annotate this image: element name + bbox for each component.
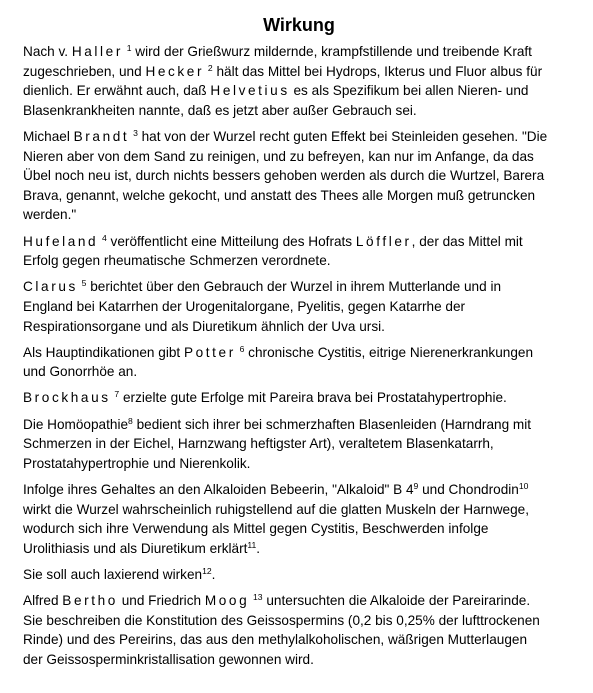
text: chronische Cystitis, eitrige Nierenerkrankungen <box>244 344 534 360</box>
paragraph-haller <box>23 42 575 120</box>
text: werden." <box>23 207 77 223</box>
text: wirkt die Wurzel wahrscheinlich ruhigstellend auf die glatten Muskeln der Harnwege, <box>23 501 529 517</box>
text: . <box>256 540 261 556</box>
footnote-ref: 3 <box>133 127 138 138</box>
text: hält das Mittel bei Hydrops, Ikterus und Fluor albus für <box>212 63 543 79</box>
footnote-ref: 8 <box>128 415 133 426</box>
text: wird der Grießwurz mildernde, krampfstillende und treibende Kraft <box>131 44 532 59</box>
paragraph-hufeland <box>23 232 575 271</box>
text: und Friedrich <box>117 593 205 609</box>
author-name: Clarus <box>23 279 78 295</box>
text: Brava, genannt, welche gekocht, und anstatt des Thees alle Morgen muß getruncken <box>23 187 536 203</box>
footnote-ref: 11 <box>247 539 257 550</box>
text: es als Spezifikum bei allen Nieren- und <box>289 83 529 99</box>
text: Sie beschreiben die Konstitution des Geissospermins (0,2 bis 0,25% der lufttrockenen <box>23 612 540 628</box>
page-title: Wirkung <box>263 15 335 35</box>
text: . <box>211 567 216 582</box>
author-name: Hecker <box>145 63 205 79</box>
text: Alfred <box>23 593 63 609</box>
text: untersuchten die Alkaloide der Pareirarinde. <box>262 593 531 609</box>
text: erzielte gute Erfolge mit Pareira brava bei Prostatahypertrophie. <box>119 390 507 406</box>
text: Rinde) und des Pereirins, das aus den methylalkoholischen, wäßrigen Mutterlaugen <box>23 632 528 648</box>
paragraph-clarus <box>23 277 575 336</box>
footnote-ref: 4 <box>102 232 107 243</box>
text: Die Homöopathie <box>23 416 129 432</box>
footnote-ref: 6 <box>239 343 245 354</box>
author-name: Helvetius <box>210 83 290 99</box>
text: der Geissosperminkristallisation gewonnen wird. <box>23 651 314 667</box>
text: Erfolg gegen rheumatische Schmerzen verordnete. <box>23 253 331 269</box>
text: England bei Katarrhen der Urogenitalorgane, Pyelitis, gegen Katarrhe der <box>23 298 466 314</box>
footnote-ref: 1 <box>126 43 132 53</box>
text: zugeschrieben, und <box>23 63 146 79</box>
author-name: Löffler <box>355 233 412 249</box>
author-name: Bertho <box>62 593 118 609</box>
author-name: Potter <box>183 344 236 360</box>
paragraph-alkaloide <box>23 480 575 558</box>
text: Als Hauptindikationen gibt <box>23 344 184 360</box>
footnote-ref: 10 <box>518 481 529 492</box>
text: und Gonorrhöe an. <box>23 364 138 380</box>
text: wodurch sich ihre Verwendung als Mittel gegen Cystitis, Beschwerden infolge <box>23 521 489 537</box>
paragraph-brockhaus <box>23 388 575 408</box>
text: Prostatahypertrophie und Nierenkolik. <box>23 455 251 471</box>
text: Übel noch neu ist, durch nichts bessers gehoben werden als durch die Wurtzel, Barera <box>23 168 545 184</box>
text: , der das Mittel mit <box>411 233 523 249</box>
footnote-ref: 2 <box>207 62 213 73</box>
paragraph-homoeopathie <box>23 415 575 474</box>
author-name: Haller <box>71 44 123 59</box>
text: Blasenkrankheiten nannte, daß es jetzt aber außer Gebrauch sei. <box>23 102 417 118</box>
paragraph-potter <box>23 343 575 382</box>
text: dienlich. Er erwähnt auch, daß <box>23 83 211 99</box>
author-name: Brockhaus <box>23 390 111 406</box>
footnote-ref: 9 <box>413 481 419 492</box>
text: berichtet über den Gebrauch der Wurzel in ihrem Mutterlande und in <box>86 279 502 295</box>
text: Nieren aber von dem Sand zu reinigen, und zu befreyen, kan nur im Anfange, da das <box>23 148 534 164</box>
text: Sie soll auch laxierend wirken <box>23 567 203 582</box>
author-name: Brandt <box>73 128 130 144</box>
text: Michael <box>23 128 74 144</box>
author-name: Hufeland <box>23 233 99 249</box>
footnote-ref: 13 <box>253 592 263 603</box>
footnote-ref: 7 <box>114 389 120 400</box>
author-name: Moog <box>204 593 250 609</box>
text: Nach v. <box>23 44 72 59</box>
footnote-ref: 5 <box>81 278 87 289</box>
text: Infolge ihres Gehaltes an den Alkaloiden Bebeerin, "Alkaloid" B 4 <box>23 482 414 498</box>
text: veröffentlicht eine Mitteilung des Hofrats <box>106 233 356 249</box>
paragraph-laxierend <box>23 565 575 585</box>
text: Urolithiasis und als Diuretikum erklärt <box>23 540 248 556</box>
paragraph-brandt <box>23 127 575 225</box>
paragraph-bertho-moog <box>23 591 575 669</box>
text: hat von der Wurzel recht guten Effekt bei Steinleiden gesehen. "Die <box>137 128 548 144</box>
footnote-ref: 12 <box>202 566 212 576</box>
text: und Chondrodin <box>418 482 519 498</box>
text: bedient sich ihrer bei schmerzhaften Blasenleiden (Harndrang mit <box>132 416 532 432</box>
text: Respirationsorgane und als Diuretikum ähnlich der Uva ursi. <box>23 318 385 334</box>
text: Schmerzen in der Eichel, Harnzwang heftigster Art), veraltetem Blasenkatarrh, <box>23 436 494 452</box>
